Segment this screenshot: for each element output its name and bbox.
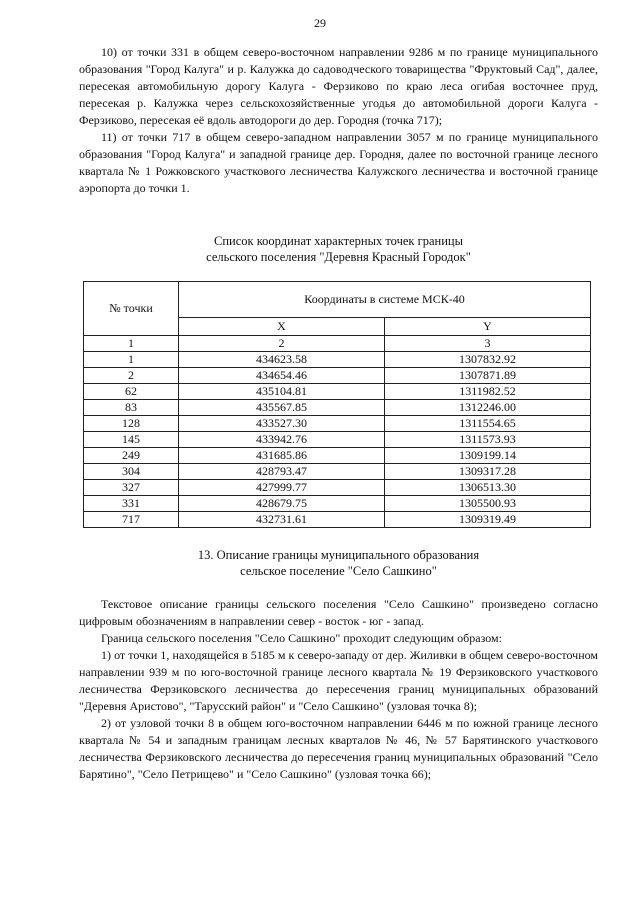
table-row bbox=[84, 480, 591, 496]
table-row bbox=[84, 368, 591, 384]
paragraph-item-11: 11) от точки 717 в общем северо-западном направлении 3057 м по границе муниципального образования "Город Калуга" и западной границе дер. Городня, далее по восточной границе лесного квартала № 1 Рожковского участкового лесничества Калужского лесничества и восточной границе аэропорта до точки 1. bbox=[79, 130, 598, 195]
point-cell: 331 bbox=[84, 496, 179, 512]
table-row bbox=[84, 432, 591, 448]
point-cell: 128 bbox=[84, 416, 179, 432]
table-row bbox=[84, 512, 591, 528]
paragraph-item-10: 10) от точки 331 в общем северо-восточном направлении 9286 м по границе муниципального образования "Город Калуга" и р. Калужка до садоводческого товарищества "Фруктовый Сад", далее, пересекая автомобильную дорогу Калуга - Ферзиково по краю леса огибая восточнее пруд, пересекая р. Калужка через сельскохозяйственные угодья до автомобильной дороги Калуга - Ферзиково, пересекая её вдоль автодороги до дер. Городня (точка 717); bbox=[79, 45, 598, 127]
header-point-number: № точки bbox=[84, 282, 179, 336]
table-title-line-2: сельского поселения "Деревня Красный Городок" bbox=[206, 250, 471, 264]
column-index-row bbox=[84, 336, 591, 352]
point-cell: 83 bbox=[84, 400, 179, 416]
table-row bbox=[84, 416, 591, 432]
y-cell: 1309199.14 bbox=[385, 448, 591, 464]
x-cell: 427999.77 bbox=[179, 480, 385, 496]
point-cell: 717 bbox=[84, 512, 179, 528]
y-cell: 1307871.89 bbox=[385, 368, 591, 384]
bottom-text-block bbox=[79, 596, 598, 783]
section-title bbox=[79, 547, 598, 579]
top-text-block bbox=[79, 44, 598, 197]
index-cell: 3 bbox=[385, 336, 591, 352]
table-title-line-1: Список координат характерных точек границы bbox=[214, 234, 463, 248]
section-title-line-2: сельское поселение "Село Сашкино" bbox=[240, 564, 437, 578]
header-y: Y bbox=[385, 318, 591, 336]
x-cell: 428679.75 bbox=[179, 496, 385, 512]
header-coordinates: Координаты в системе МСК-40 bbox=[179, 282, 591, 318]
table-row bbox=[84, 384, 591, 400]
paragraph-item-2: 2) от узловой точки 8 в общем юго-восточном направлении 6446 м по южной границе лесного квартала № 54 и западным границам лесных кварталов № 46, № 57 Барятинского участкового лесничества Ферзиковского лесничества до пересечения границ муниципальных образований "Село Барятино", "Село Петрищево" и "Село Сашкино" (узловая точка 66); bbox=[79, 716, 598, 781]
x-cell: 428793.47 bbox=[179, 464, 385, 480]
table-title bbox=[79, 233, 598, 265]
table-row bbox=[84, 352, 591, 368]
page-number: 29 bbox=[314, 16, 326, 30]
y-cell: 1306513.30 bbox=[385, 480, 591, 496]
table-row bbox=[84, 448, 591, 464]
y-cell: 1309317.28 bbox=[385, 464, 591, 480]
x-cell: 434623.58 bbox=[179, 352, 385, 368]
y-cell: 1305500.93 bbox=[385, 496, 591, 512]
x-cell: 431685.86 bbox=[179, 448, 385, 464]
x-cell: 434654.46 bbox=[179, 368, 385, 384]
table-row bbox=[84, 496, 591, 512]
index-cell: 1 bbox=[84, 336, 179, 352]
section-title-line-1: 13. Описание границы муниципального образования bbox=[197, 548, 480, 562]
point-cell: 249 bbox=[84, 448, 179, 464]
paragraph-boundary-lead: Граница сельского поселения "Село Сашкино" проходит следующим образом: bbox=[101, 631, 502, 645]
paragraph-item-1: 1) от точки 1, находящейся в 5185 м к северо-западу от дер. Жиливки в общем северо-восточном направлении 939 м по юго-восточной границе лесного квартала № 19 Ферзиковского участкового лесничества Ферзиковского лесничества до пересечения границ муниципальных образований "Деревня Аристово", "Тарусский район" и "Село Сашкино" (узловая точка 8); bbox=[79, 648, 598, 713]
header-x: X bbox=[179, 318, 385, 336]
x-cell: 435104.81 bbox=[179, 384, 385, 400]
x-cell: 433527.30 bbox=[179, 416, 385, 432]
point-cell: 62 bbox=[84, 384, 179, 400]
point-cell: 145 bbox=[84, 432, 179, 448]
point-cell: 304 bbox=[84, 464, 179, 480]
point-cell: 327 bbox=[84, 480, 179, 496]
point-cell: 1 bbox=[84, 352, 179, 368]
y-cell: 1307832.92 bbox=[385, 352, 591, 368]
x-cell: 433942.76 bbox=[179, 432, 385, 448]
table-row bbox=[84, 400, 591, 416]
table-row bbox=[84, 464, 591, 480]
y-cell: 1312246.00 bbox=[385, 400, 591, 416]
x-cell: 432731.61 bbox=[179, 512, 385, 528]
coordinates-table-body bbox=[84, 352, 591, 528]
y-cell: 1309319.49 bbox=[385, 512, 591, 528]
x-cell: 435567.85 bbox=[179, 400, 385, 416]
y-cell: 1311573.93 bbox=[385, 432, 591, 448]
index-cell: 2 bbox=[179, 336, 385, 352]
y-cell: 1311982.52 bbox=[385, 384, 591, 400]
paragraph-intro: Текстовое описание границы сельского поселения "Село Сашкино" произведено согласно цифровым обозначениям в направлении север - восток - юг - запад. bbox=[79, 597, 598, 628]
y-cell: 1311554.65 bbox=[385, 416, 591, 432]
point-cell: 2 bbox=[84, 368, 179, 384]
coordinates-table bbox=[83, 281, 591, 528]
